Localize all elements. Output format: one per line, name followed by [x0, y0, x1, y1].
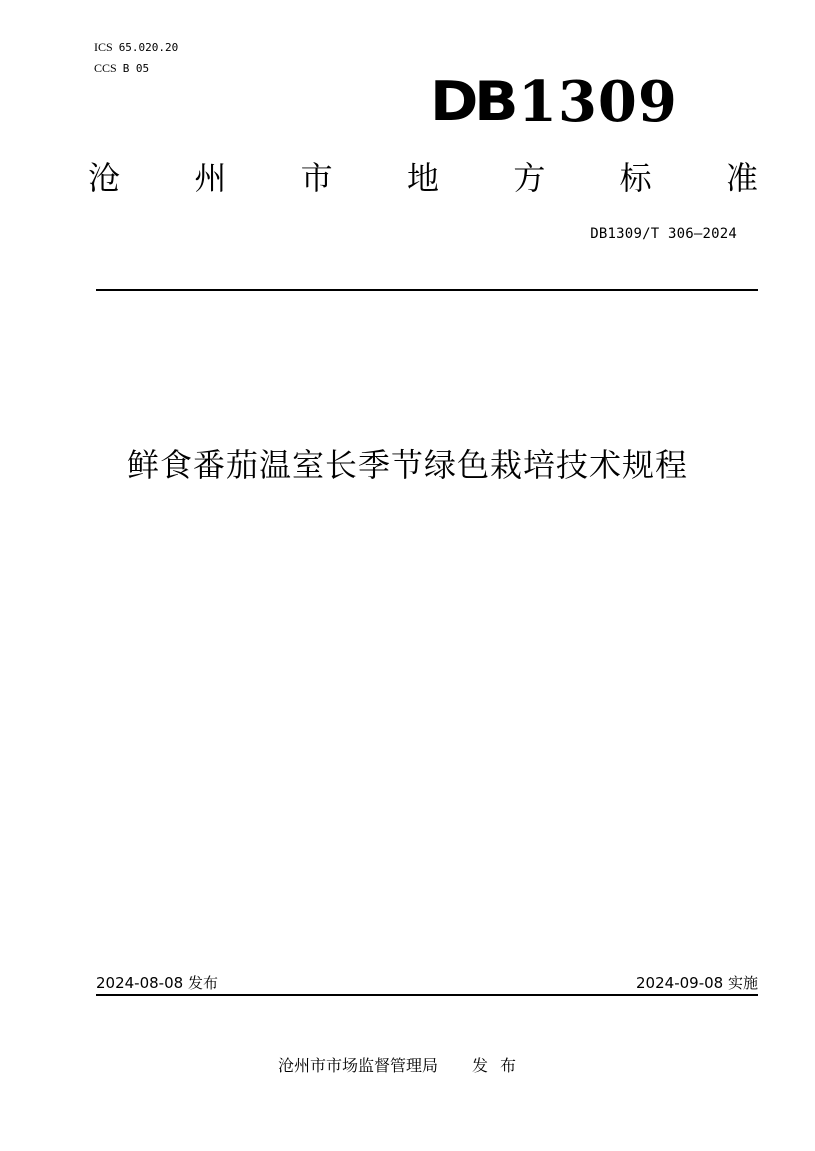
standard-category [88, 156, 758, 200]
release-date [96, 972, 218, 993]
category-char: 沧 [88, 159, 121, 197]
standard-number: DB1309/T 306—2024 [590, 226, 737, 242]
logo-prefix: DB [430, 70, 515, 133]
ics-code [94, 40, 178, 56]
ics-label: ICS [94, 40, 113, 54]
release-date-value: 2024-08-08 [96, 974, 184, 992]
document-title: 鲜食番茄温室长季节绿色栽培技术规程 [126, 446, 688, 484]
category-char: 方 [513, 159, 546, 197]
issuer-action: 发布 [472, 1056, 529, 1075]
category-char: 标 [619, 159, 652, 197]
standard-logo [430, 70, 700, 134]
ccs-value: B 05 [122, 62, 150, 75]
category-char: 市 [300, 159, 333, 197]
category-char: 地 [406, 159, 439, 197]
issuer-line [278, 1053, 528, 1076]
top-rule [96, 289, 758, 291]
ccs-code [94, 61, 149, 77]
effective-date [636, 972, 758, 993]
bottom-rule [96, 994, 758, 996]
ccs-label: CCS [94, 61, 117, 75]
category-char: 州 [194, 159, 227, 197]
effective-date-value: 2024-09-08 [636, 974, 724, 992]
release-label: 发布 [187, 974, 218, 992]
issuer-name: 沧州市市场监督管理局 [278, 1056, 439, 1075]
category-char: 准 [725, 159, 758, 197]
effective-label: 实施 [727, 974, 758, 992]
logo-number: 1309 [517, 69, 678, 135]
ics-value: 65.020.20 [118, 41, 179, 54]
